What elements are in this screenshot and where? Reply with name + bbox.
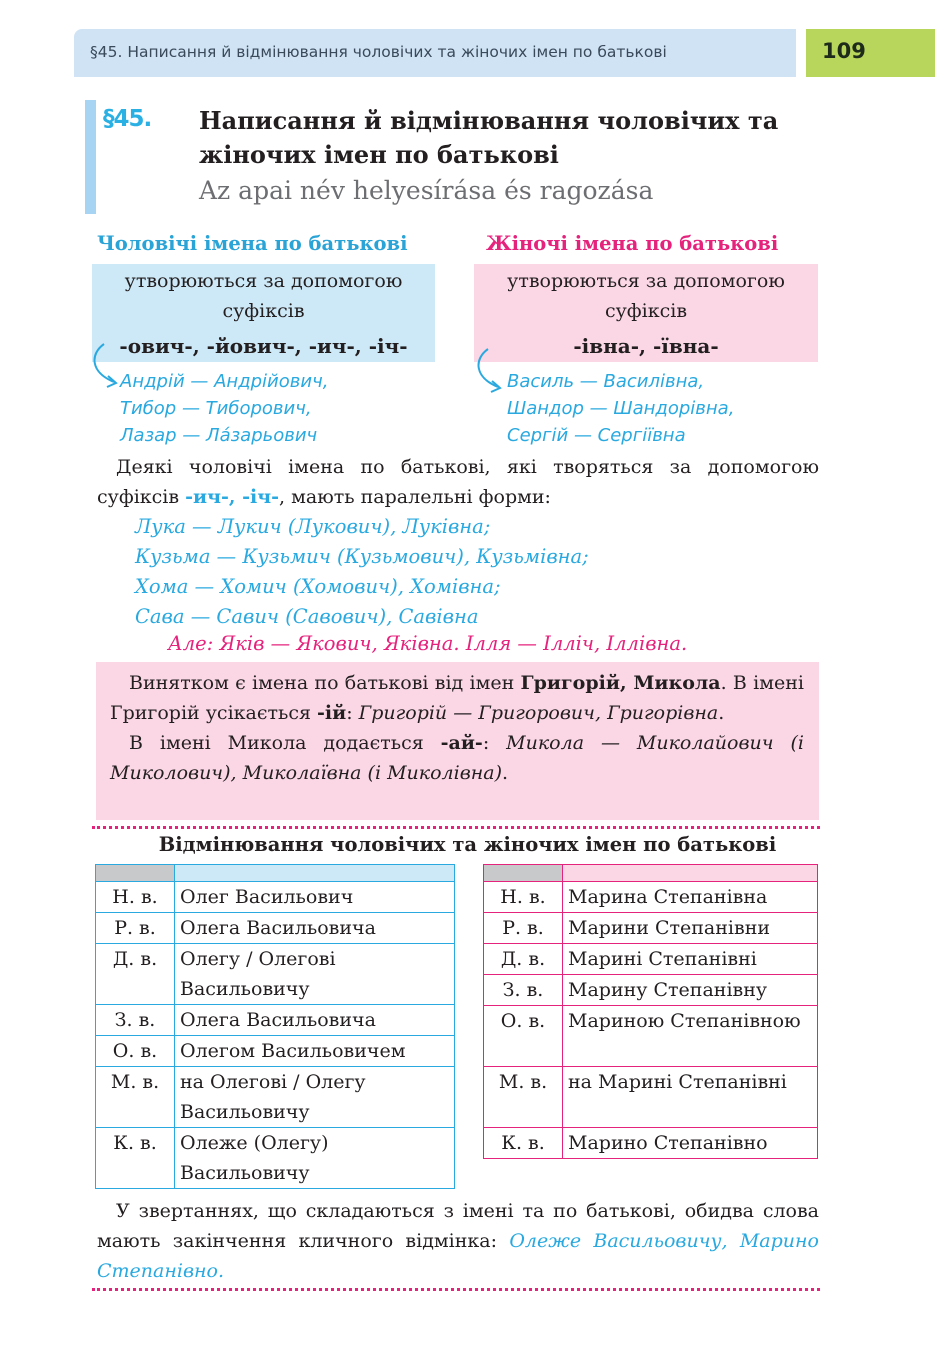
paragraph-text: В імені Микола додається [129,732,441,754]
feminine-examples [507,368,734,449]
paragraph-text: : [346,702,359,724]
example-italic: Григорій — Григорович, Григорівна [358,702,719,724]
feminine-rule-text [474,266,818,326]
vocative-paragraph [97,1196,819,1286]
example-line: Кузьма — Кузьмич (Кузьмович), Кузьмівна; [135,545,589,568]
feminine-heading: Жіночі імена по батькові [486,232,779,255]
feminine-rule-box [474,264,818,362]
table-header-row [96,865,455,882]
header-cell [96,865,175,882]
form-cell: Олег Васильович [175,882,455,913]
case-cell: К. в. [484,1128,563,1159]
example-italic: Олеже Васильовичу, Марино Степанівно. [97,1230,819,1282]
form-cell: Олега Васильовича [175,1005,455,1036]
case-cell: Д. в. [96,944,175,1005]
paragraph-text: Винятком є імена по батькові від імен [129,672,521,694]
masculine-declension-table [95,864,455,1189]
suffix-bold: -ай- [440,732,483,754]
feminine-suffixes: -івна-, -ївна- [573,334,719,358]
form-cell: Марину Степанівну [563,975,818,1006]
case-cell: Р. в. [96,913,175,944]
suffix-bold: -ій [317,702,347,724]
masculine-rule-box [92,264,435,362]
paragraph-text: . [718,702,725,724]
table-row [484,882,818,913]
masculine-rule-text [92,266,435,326]
example-line: Василь — Василівна, [507,371,705,392]
form-cell: Марині Степанівні [563,944,818,975]
example-line: Лука — Лукич (Лукович), Луківна; [135,515,491,538]
case-cell: М. в. [96,1067,175,1128]
form-cell: Олеже (Олегу) Васильовичу [175,1128,455,1189]
table-row [96,944,455,1005]
example-line: Сергій — Сергіївна [507,425,686,446]
table-row [484,975,818,1006]
feminine-declension-table [483,864,818,1159]
table-row [484,1006,818,1067]
form-cell: на Марині Степанівні [563,1067,818,1128]
table-row [484,1128,818,1159]
case-cell: Д. в. [484,944,563,975]
table-row [96,1128,455,1189]
example-line: Тибор — Тиборович, [120,398,312,419]
case-cell: Р. в. [484,913,563,944]
section-title [199,104,778,172]
table-row [96,913,455,944]
declension-title: Відмінювання чоловічих та жіночих імен по батькові [158,833,777,856]
rule-line: утворюються за допомогою [507,270,785,292]
section-title-line: жіночих імен по батькові [199,140,559,169]
case-cell: З. в. [96,1005,175,1036]
example-line: Хома — Хомич (Хомович), Хомівна; [135,575,501,598]
case-cell: К. в. [96,1128,175,1189]
header-cell [563,865,818,882]
page-number-box [806,29,935,77]
masculine-examples [120,368,328,449]
rule-line: утворюються за допомогою [124,270,403,292]
table-row [96,882,455,913]
dotted-divider [92,1288,820,1291]
paragraph-text: , мають паралельні форми: [279,486,551,508]
section-number: §45. [103,106,152,132]
table-row [96,1005,455,1036]
parallel-forms-paragraph [97,452,819,512]
table-row [96,1036,455,1067]
masculine-suffixes: -ович-, -йович-, -ич-, -іч- [119,334,408,358]
exceptions-paragraph [110,728,804,788]
table-row [484,913,818,944]
form-cell: на Олегові / Олегу Васильовичу [175,1067,455,1128]
header-cell [175,865,455,882]
example-line: Лазар — Ла́зарьович [120,425,318,446]
curved-arrow-icon [88,340,124,392]
curved-arrow-icon [472,345,508,397]
form-cell: Марина Степанівна [563,882,818,913]
case-cell: О. в. [96,1036,175,1067]
form-cell: Мариною Степанівною [563,1006,818,1067]
section-title-line: Написання й відмінювання чоловічих та [199,106,779,135]
example-line: Андрій — Андрійович, [120,371,329,392]
form-cell: Олега Васильовича [175,913,455,944]
paragraph-text: . [502,762,509,784]
paragraph-text: У звертаннях, що складаються з імені та по батькові, обидва слова мають закінчення кличного відмінка: [97,1200,819,1252]
table-row [96,1067,455,1128]
suffix-highlight: -ич-, -іч- [185,486,280,508]
table-header-row [484,865,818,882]
exceptions-text [110,668,804,788]
example-italic: Микола — Миколайович (і Миколович), Миколаївна (і Миколівна) [110,732,804,784]
exceptions-paragraph [110,668,804,728]
section-subtitle: Az apai név helyesírása és ragozása [199,176,654,205]
rule-line: суфіксів [222,300,305,322]
form-cell: Марини Степанівни [563,913,818,944]
dotted-divider [92,826,820,829]
example-line: Сава — Савич (Савович), Савівна [135,605,479,628]
paragraph-text: Деякі чоловічі імена по батькові, які творяться за допомогою суфіксів [97,456,819,508]
parallel-examples [135,512,589,632]
table-row [484,1067,818,1128]
running-header-title: §45. Написання й відмінювання чоловічих та жіночих імен по батькові [90,43,667,61]
paragraph-text: : [482,732,507,754]
rule-line: суфіксів [604,300,688,322]
form-cell: Марино Степанівно [563,1128,818,1159]
example-line: Шандор — Шандорівна, [507,398,735,419]
form-cell: Олегом Васильовичем [175,1036,455,1067]
case-cell: М. в. [484,1067,563,1128]
case-cell: Н. в. [96,882,175,913]
case-cell: З. в. [484,975,563,1006]
masculine-heading: Чоловічі імена по батькові [97,232,408,255]
section-marker-bar [85,100,96,214]
case-cell: Н. в. [484,882,563,913]
page-number: 109 [822,39,866,63]
bold-names: Григорій, Микола [520,672,721,694]
header-cell [484,865,563,882]
but-note: Але: Яків — Якович, Яківна. Ілля — Ілліч, Іллівна. [168,632,688,655]
case-cell: О. в. [484,1006,563,1067]
table-row [484,944,818,975]
paragraph-text: . В імені Григорій усікається [110,672,804,724]
form-cell: Олегу / Олегові Васильовичу [175,944,455,1005]
